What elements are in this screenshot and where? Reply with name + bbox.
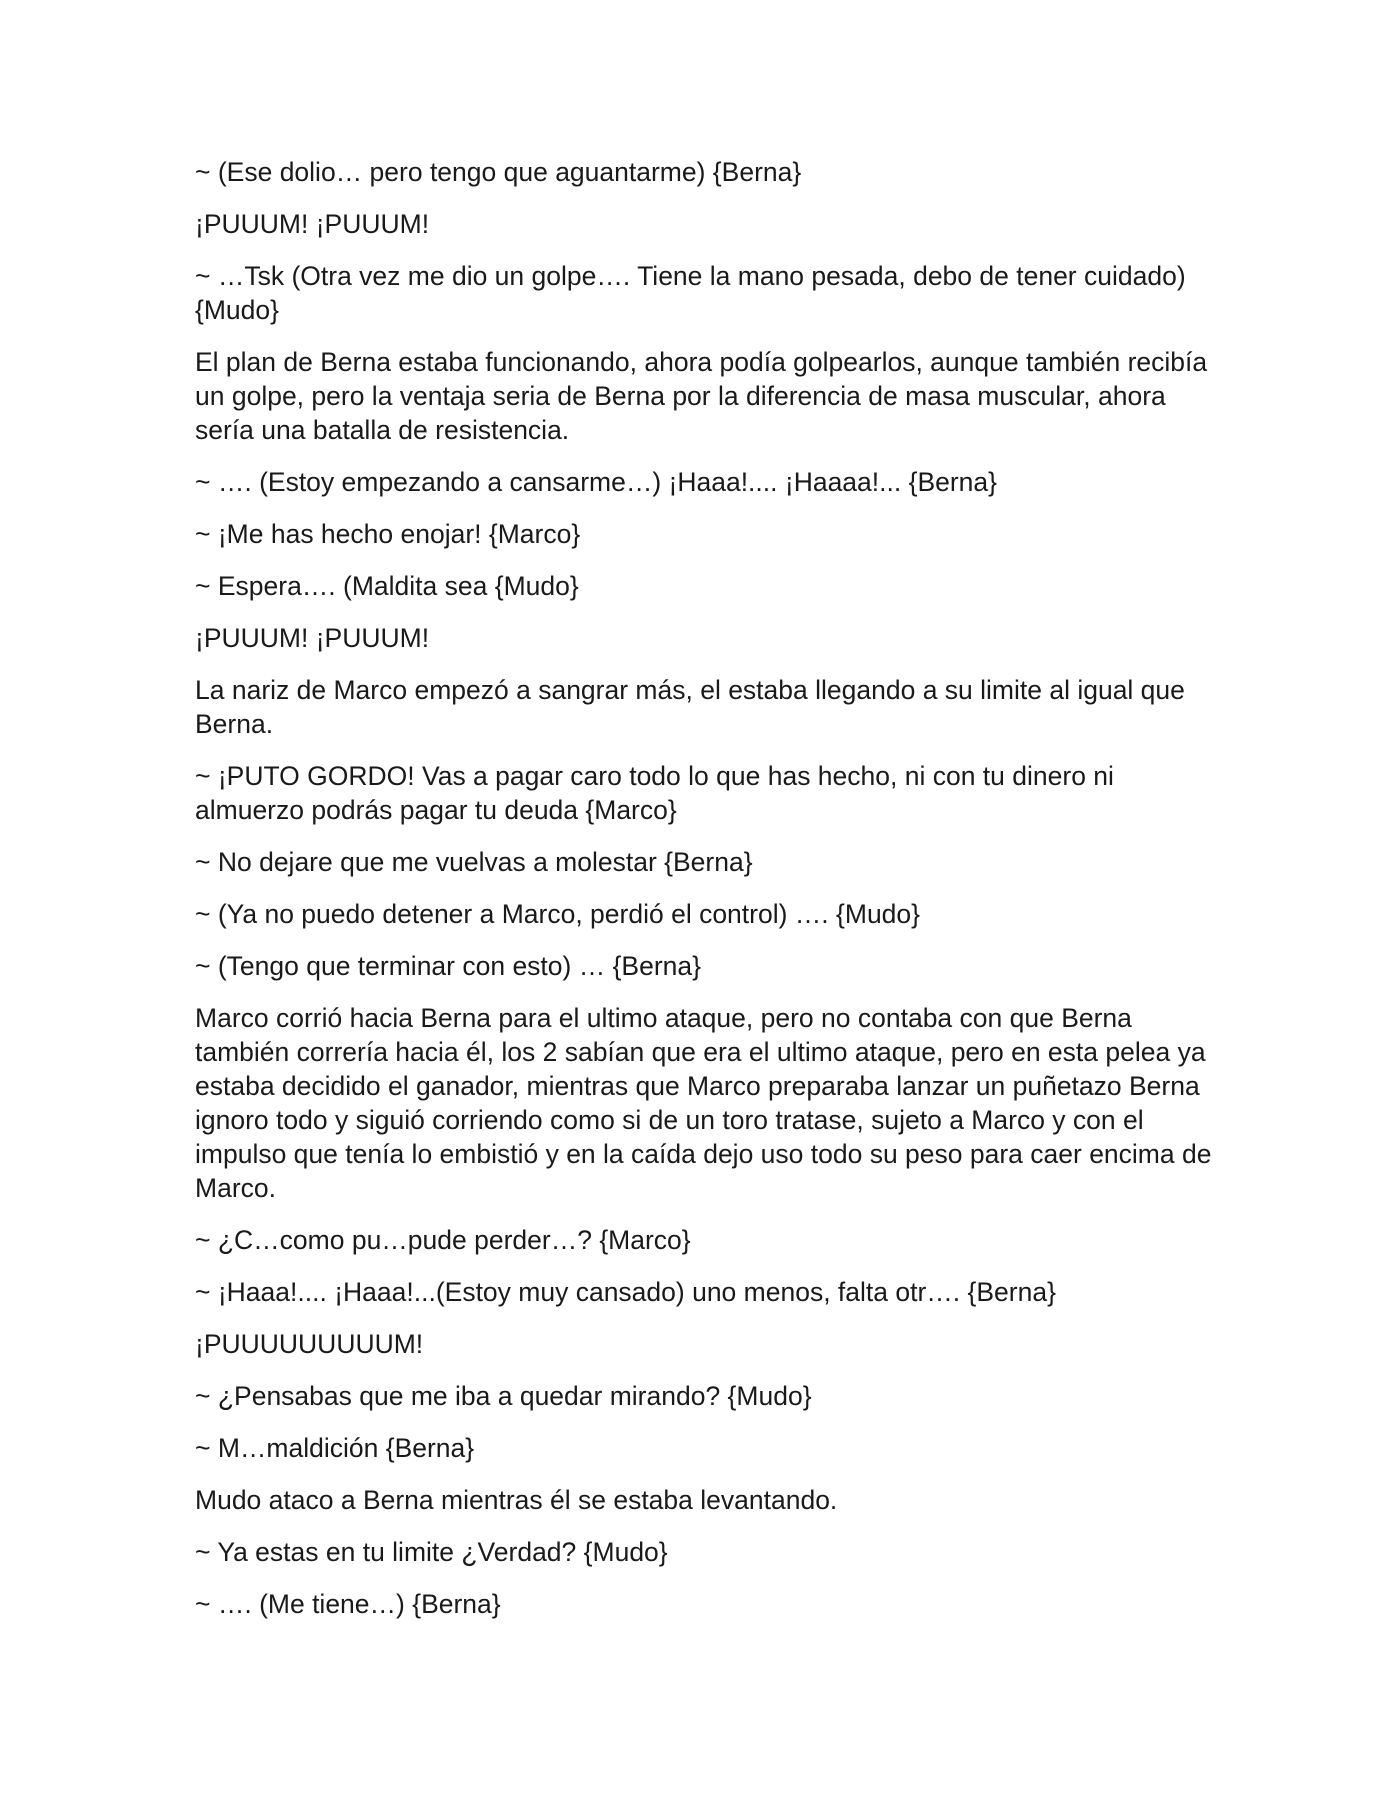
sound-effect: ¡PUUUM! ¡PUUUM! bbox=[195, 209, 430, 239]
document-body bbox=[195, 155, 1225, 1639]
dialogue-line: ~ (Ese dolio… pero tengo que aguantarme) {Berna} bbox=[195, 157, 802, 187]
narration-paragraph: El plan de Berna estaba funcionando, ahora podía golpearlos, aunque también recibía un golpe, pero la ventaja seria de Berna por la diferencia de masa muscular, ahora sería una batalla de resistencia. bbox=[195, 347, 1208, 445]
dialogue-line: ~ …Tsk (Otra vez me dio un golpe…. Tiene la mano pesada, debo de tener cuidado) {Mudo} bbox=[195, 261, 1186, 325]
dialogue-line: ~ ¿Pensabas que me iba a quedar mirando? {Mudo} bbox=[195, 1381, 812, 1411]
dialogue-line: ~ ¡Haaa!.... ¡Haaa!...(Estoy muy cansado) uno menos, falta otr…. {Berna} bbox=[195, 1277, 1056, 1307]
narration-paragraph: Marco corrió hacia Berna para el ultimo ataque, pero no contaba con que Berna también correría hacia él, los 2 sabían que era el ultimo ataque, pero en esta pelea ya estaba decidido el ganador, mientras que Marco preparaba lanzar un puñetazo Berna ignoro todo y siguió corriendo como si de un toro tratase, sujeto a Marco y con el impulso que tenía lo embistió y en la caída dejo uso todo su peso para caer encima de Marco. bbox=[195, 1003, 1212, 1203]
dialogue-line: ~ Ya estas en tu limite ¿Verdad? {Mudo} bbox=[195, 1537, 668, 1567]
dialogue-line: ~ ¿C…como pu…pude perder…? {Marco} bbox=[195, 1225, 691, 1255]
dialogue-line: ~ …. (Estoy empezando a cansarme…) ¡Haaa!.... ¡Haaaa!... {Berna} bbox=[195, 467, 998, 497]
dialogue-line: ~ (Tengo que terminar con esto) … {Berna} bbox=[195, 951, 701, 981]
dialogue-line: ~ (Ya no puedo detener a Marco, perdió el control) …. {Mudo} bbox=[195, 899, 921, 929]
dialogue-line: ~ M…maldición {Berna} bbox=[195, 1433, 475, 1463]
dialogue-line: ~ ¡PUTO GORDO! Vas a pagar caro todo lo que has hecho, ni con tu dinero ni almuerzo podrás pagar tu deuda {Marco} bbox=[195, 761, 1114, 825]
narration-paragraph: La nariz de Marco empezó a sangrar más, el estaba llegando a su limite al igual que Berna. bbox=[195, 675, 1185, 739]
dialogue-line: ~ ¡Me has hecho enojar! {Marco} bbox=[195, 519, 581, 549]
dialogue-line: ~ …. (Me tiene…) {Berna} bbox=[195, 1589, 501, 1619]
sound-effect: ¡PUUUM! ¡PUUUM! bbox=[195, 623, 430, 653]
narration-paragraph: Mudo ataco a Berna mientras él se estaba levantando. bbox=[195, 1485, 838, 1515]
dialogue-line: ~ No dejare que me vuelvas a molestar {Berna} bbox=[195, 847, 753, 877]
dialogue-line: ~ Espera…. (Maldita sea {Mudo} bbox=[195, 571, 579, 601]
sound-effect: ¡PUUUUUUUUUM! bbox=[195, 1329, 424, 1359]
